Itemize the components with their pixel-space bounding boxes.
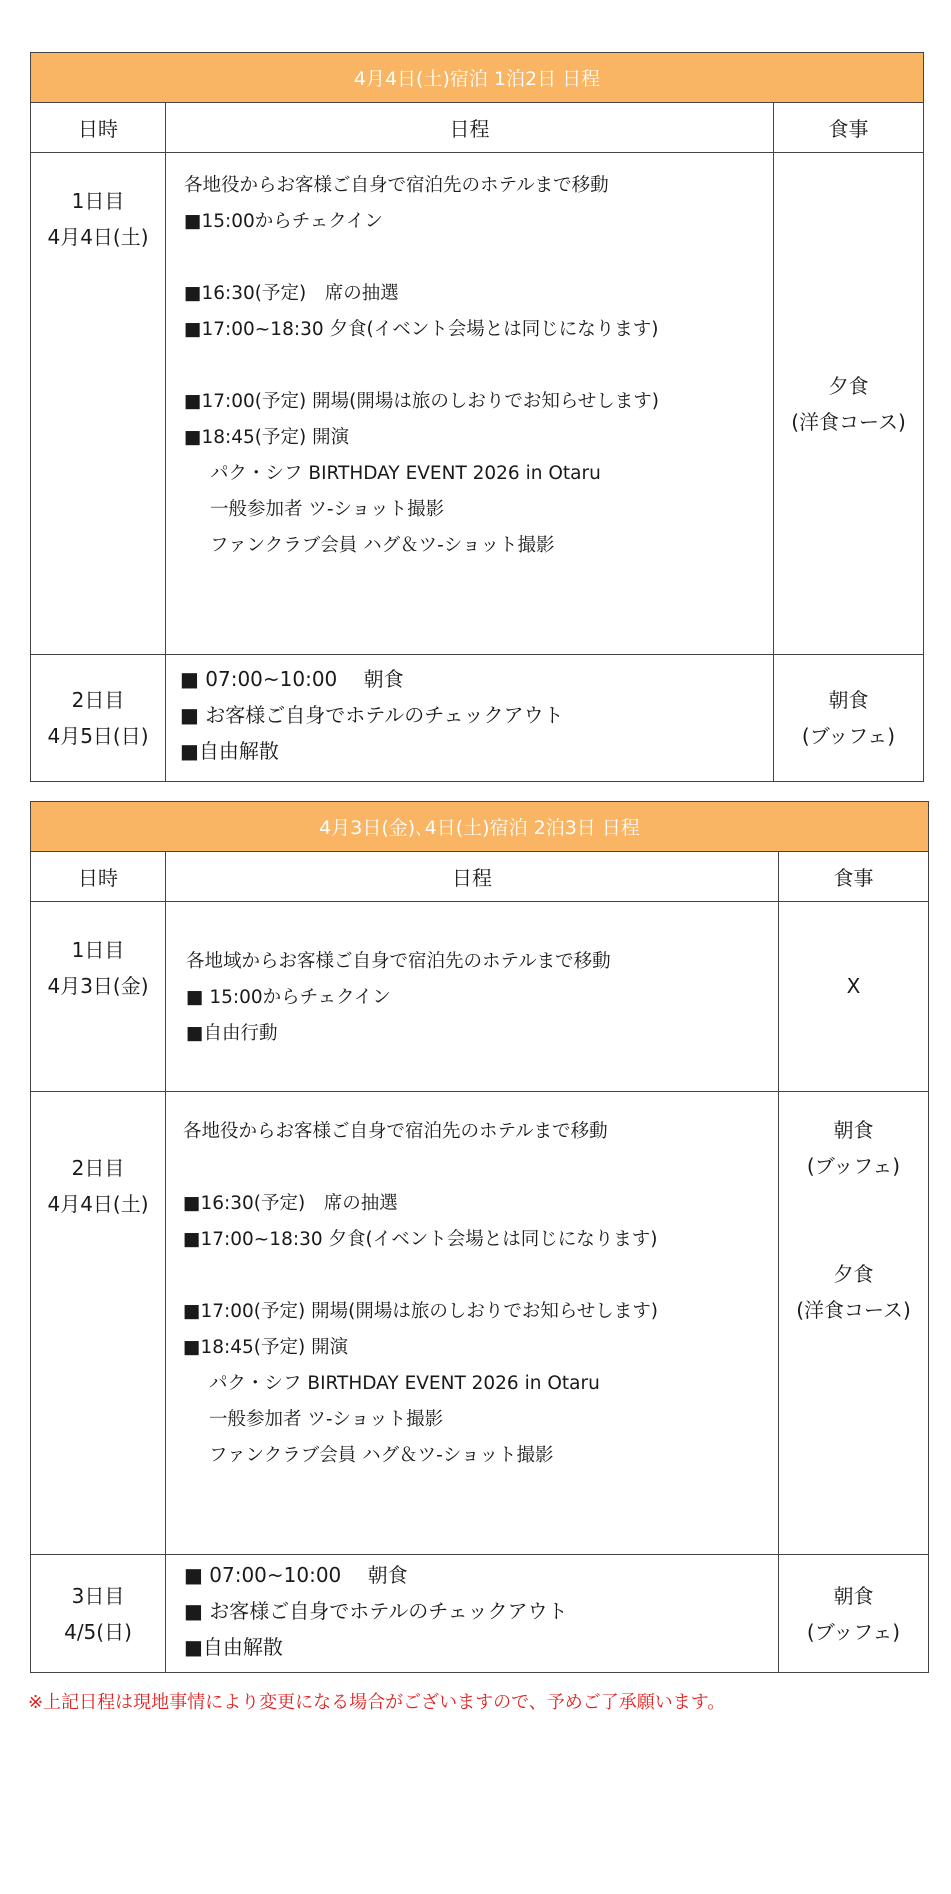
plan-line: ■17:00(予定) 開場(開場は旅のしおりでお知らせします)	[183, 1301, 658, 1322]
plan-cell	[166, 1092, 779, 1555]
meal-detail: (洋食コース)	[791, 409, 906, 434]
day-label: 1日目	[71, 938, 125, 962]
meal-cell	[779, 1555, 929, 1673]
plan-line: ■17:00(予定) 開場(開場は旅のしおりでお知らせします)	[184, 391, 659, 412]
plan-line: ■ 07:00~10:00 朝食	[180, 667, 404, 691]
plan-line: 各地域からお客様ご自身で宿泊先のホテルまで移動	[186, 951, 611, 972]
table-title: 4月4日(土)宿泊 1泊2日 日程	[31, 53, 924, 103]
plan-line: 各地役からお客様ご自身で宿泊先のホテルまで移動	[184, 175, 609, 196]
day-cell	[31, 1555, 166, 1673]
meal-label: 夕食	[833, 1262, 874, 1286]
day-label: 1日目	[71, 189, 125, 213]
plan-cell	[166, 1555, 779, 1673]
meal-label: 夕食	[828, 373, 869, 398]
meal-detail: (ブッフェ)	[806, 1619, 901, 1644]
plan-line: 各地役からお客様ご自身で宿泊先のホテルまで移動	[183, 1121, 608, 1142]
table-row	[31, 902, 929, 1092]
meal-label: X	[846, 974, 861, 998]
meal-detail: (ブッフェ)	[806, 1154, 901, 1178]
plan-cell	[166, 153, 774, 655]
schedule-table-2	[30, 801, 929, 1673]
footnote: ※上記日程は現地事情により変更になる場合がございますので、予めご了承願います。	[28, 1692, 726, 1713]
plan-line: ■ お客様ご自身でホテルのチェックアウト	[184, 1599, 568, 1623]
day-date: 4月4日(土)	[47, 225, 149, 249]
day-cell	[31, 153, 166, 655]
meal-label: 朝食	[833, 1583, 874, 1608]
plan-line: 一般参加者 ツ-ショット撮影	[209, 1409, 444, 1430]
plan-line: ■自由解散	[180, 739, 279, 763]
plan-line: ■ 15:00からチェクイン	[186, 987, 391, 1008]
plan-line: パク・シフ BIRTHDAY EVENT 2026 in Otaru	[210, 463, 601, 484]
day-date: 4月3日(金)	[47, 974, 149, 998]
plan-cell	[166, 902, 779, 1092]
table-row	[31, 153, 924, 655]
day-label: 3日目	[71, 1583, 125, 1608]
day-date: 4月5日(日)	[47, 724, 149, 748]
table-title: 4月3日(金)､4日(土)宿泊 2泊3日 日程	[31, 802, 929, 852]
plan-line: ■自由行動	[186, 1023, 278, 1044]
plan-cell	[166, 655, 774, 782]
plan-line: ファンクラブ会員 ハグ＆ツ-ショット撮影	[210, 535, 555, 556]
meal-label: 朝食	[833, 1118, 874, 1142]
table-row	[31, 655, 924, 782]
col-header-meal: 食事	[774, 103, 924, 153]
day-label: 2日目	[71, 688, 125, 712]
plan-line: 一般参加者 ツ-ショット撮影	[210, 499, 445, 520]
plan-line	[183, 1258, 778, 1294]
day-cell	[31, 1092, 166, 1555]
day-cell	[31, 655, 166, 782]
plan-line: ファンクラブ会員 ハグ＆ツ-ショット撮影	[209, 1445, 554, 1466]
col-header-date: 日時	[31, 103, 166, 153]
plan-line: ■17:00~18:30 夕食(イベント会場とは同じになります)	[183, 1229, 658, 1250]
plan-line: ■16:30(予定) 席の抽選	[183, 1193, 398, 1214]
col-header-schedule: 日程	[166, 852, 779, 902]
day-cell	[31, 902, 166, 1092]
meal-cell	[779, 1092, 929, 1555]
table-row	[31, 1092, 929, 1555]
plan-line	[183, 1150, 778, 1186]
schedule-table-1	[30, 52, 924, 782]
plan-line: ■自由解散	[184, 1635, 283, 1659]
col-header-date: 日時	[31, 852, 166, 902]
plan-line: ■15:00からチェクイン	[184, 211, 383, 232]
meal-cell	[779, 902, 929, 1092]
day-label: 2日目	[71, 1156, 125, 1180]
plan-line: ■18:45(予定) 開演	[183, 1337, 349, 1358]
table-row	[31, 1555, 929, 1673]
meal-cell	[774, 153, 924, 655]
plan-line: パク・シフ BIRTHDAY EVENT 2026 in Otaru	[209, 1373, 600, 1394]
meal-detail: (ブッフェ)	[801, 724, 896, 748]
plan-line	[184, 240, 773, 276]
meal-label: 朝食	[828, 688, 869, 712]
plan-line	[184, 348, 773, 384]
col-header-meal: 食事	[779, 852, 929, 902]
day-date: 4/5(日)	[64, 1619, 132, 1644]
col-header-schedule: 日程	[166, 103, 774, 153]
day-date: 4月4日(土)	[47, 1192, 149, 1216]
plan-line: ■17:00~18:30 夕食(イベント会場とは同じになります)	[184, 319, 659, 340]
plan-line: ■16:30(予定) 席の抽選	[184, 283, 399, 304]
meal-cell	[774, 655, 924, 782]
meal-detail: (洋食コース)	[796, 1298, 911, 1322]
plan-line: ■ お客様ご自身でホテルのチェックアウト	[180, 703, 564, 727]
plan-line: ■18:45(予定) 開演	[184, 427, 350, 448]
plan-line: ■ 07:00~10:00 朝食	[184, 1563, 408, 1587]
